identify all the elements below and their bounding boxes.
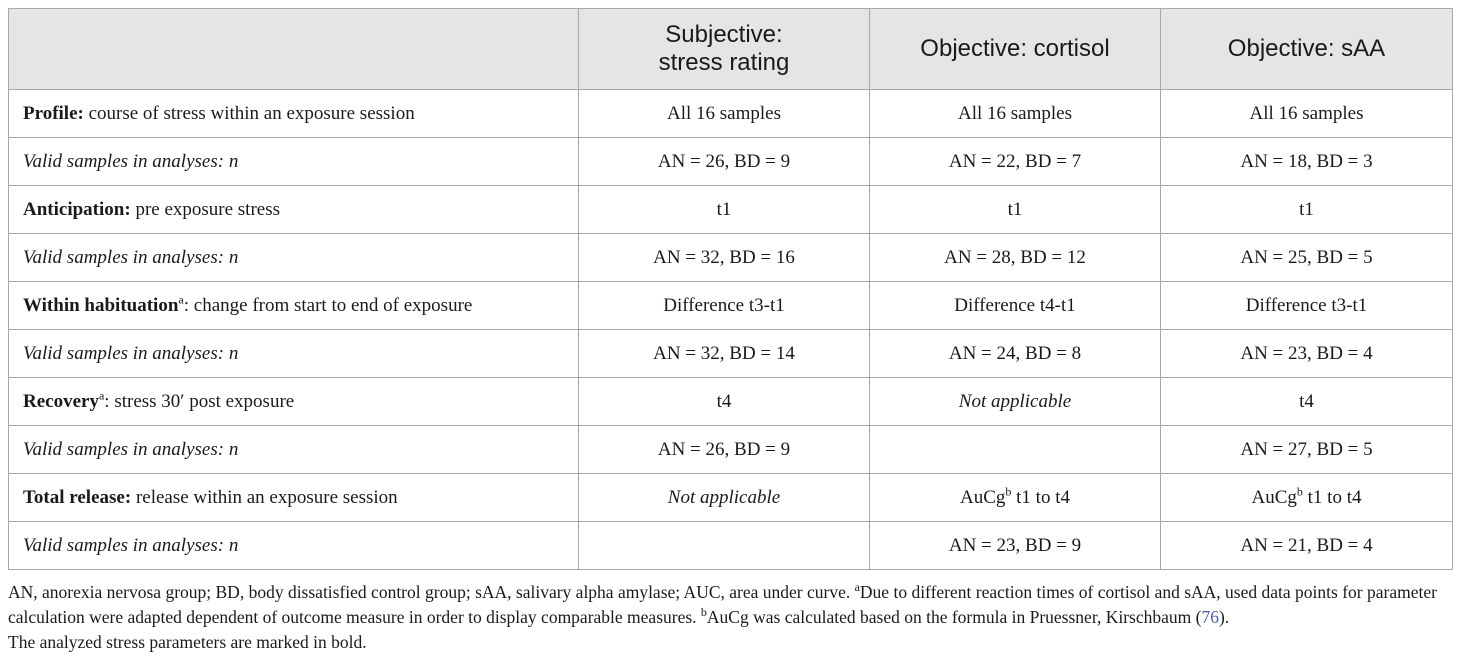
cell-saa: AN = 23, BD = 4 [1161,330,1453,378]
cell-cortisol: t1 [870,186,1161,234]
cell-saa: Difference t3-t1 [1161,282,1453,330]
row-label: Valid samples in analyses: n [9,138,579,186]
cell-subjective [579,522,870,570]
cell-cortisol [870,426,1161,474]
cell-saa: t4 [1161,378,1453,426]
table-row [9,234,1453,282]
cell-saa: AN = 27, BD = 5 [1161,426,1453,474]
table-row [9,474,1453,522]
cell-saa: All 16 samples [1161,90,1453,138]
citation-link[interactable]: 76 [1201,607,1219,627]
cell-cortisol: Difference t4-t1 [870,282,1161,330]
row-label: Within habituation$^a$: change from start to end of exposure [9,282,579,330]
header-empty [9,9,579,90]
cell-subjective: t4 [579,378,870,426]
cell-saa: AN = 25, BD = 5 [1161,234,1453,282]
cell-subjective: AN = 26, BD = 9 [579,426,870,474]
table-row [9,282,1453,330]
cell-subjective: t1 [579,186,870,234]
row-label: Valid samples in analyses: n [9,330,579,378]
row-label: Total release: release within an exposure session [9,474,579,522]
row-label: Recovery$^a$: stress 30′ post exposure [9,378,579,426]
row-label: Valid samples in analyses: n [9,426,579,474]
header-row [9,9,1453,90]
row-label: Anticipation: pre exposure stress [9,186,579,234]
cell-saa: t1 [1161,186,1453,234]
cell-saa: AN = 18, BD = 3 [1161,138,1453,186]
table-row [9,186,1453,234]
row-label: Valid samples in analyses: n [9,234,579,282]
table-row [9,522,1453,570]
table-row [9,378,1453,426]
cell-cortisol: AuCg$^b$ t1 to t4 [870,474,1161,522]
cell-subjective: Not applicable [579,474,870,522]
table-row [9,330,1453,378]
cell-cortisol: AN = 23, BD = 9 [870,522,1161,570]
table-row [9,426,1453,474]
cell-cortisol: AN = 22, BD = 7 [870,138,1161,186]
parameter-table [8,8,1453,570]
cell-saa: AuCg$^b$ t1 to t4 [1161,474,1453,522]
table-footnote: AN, anorexia nervosa group; BD, body dissatisfied control group; sAA, salivary alpha amylase; AUC, area under curve. $^a$Due to different reaction times of cortisol and sAA, used data points for parameter calculation were adapted dependent of outcome measure in order to display comparable measures. $^b$AuCg was calculated based on the formula in Pruessner, Kirschbaum (76). The analyzed stress parameters are marked in bold. [8,580,1437,652]
cell-cortisol: AN = 28, BD = 12 [870,234,1161,282]
cell-cortisol: All 16 samples [870,90,1161,138]
row-label: Valid samples in analyses: n [9,522,579,570]
header-subjective: Subjective: stress rating [579,9,870,90]
cell-subjective: AN = 32, BD = 14 [579,330,870,378]
cell-saa: AN = 21, BD = 4 [1161,522,1453,570]
table-row [9,90,1453,138]
row-label: Profile: course of stress within an exposure session [9,90,579,138]
cell-subjective: AN = 26, BD = 9 [579,138,870,186]
table-row [9,138,1453,186]
cell-cortisol: Not applicable [870,378,1161,426]
cell-subjective: AN = 32, BD = 16 [579,234,870,282]
header-cortisol: Objective: cortisol [870,9,1161,90]
cell-subjective: Difference t3-t1 [579,282,870,330]
cell-cortisol: AN = 24, BD = 8 [870,330,1161,378]
header-saa: Objective: sAA [1161,9,1453,90]
cell-subjective: All 16 samples [579,90,870,138]
